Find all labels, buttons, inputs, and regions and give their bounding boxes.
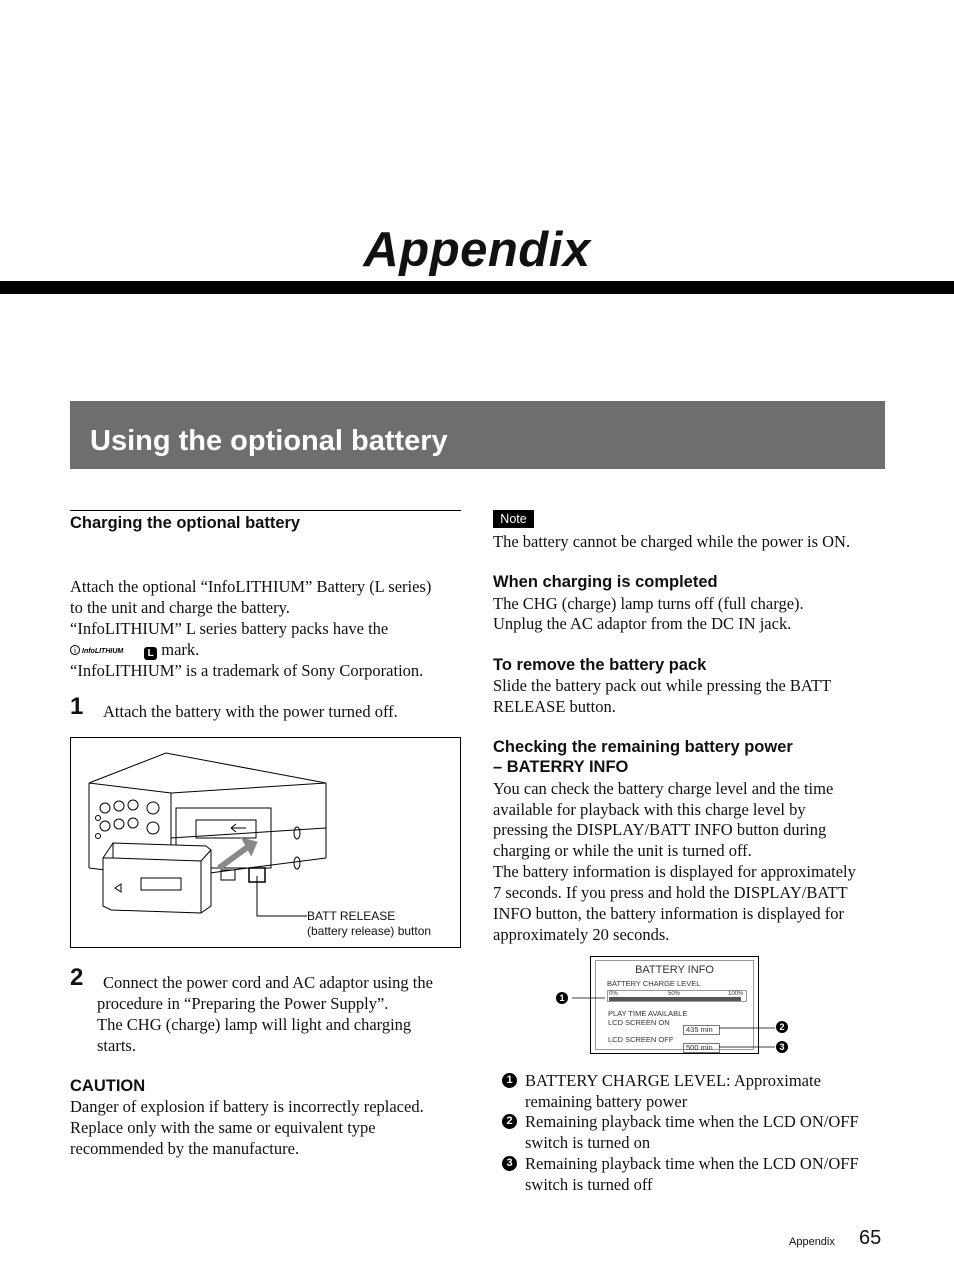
note-badge: Note <box>493 510 534 528</box>
scale-0: 0% <box>609 991 618 997</box>
check-heading: Checking the remaining battery power <box>493 738 793 756</box>
step-1-text: Attach the battery with the power turned off. <box>103 702 398 721</box>
lcd-on-value: 435 min <box>683 1025 720 1035</box>
section-banner <box>70 401 885 469</box>
unit-illustration-icon <box>71 738 460 947</box>
check-line: available for playback with this charge level by <box>493 800 806 819</box>
caution-line-1: Danger of explosion if battery is incorrectly replaced. <box>70 1097 424 1116</box>
intro-line-1: Attach the optional “InfoLITHIUM” Battery (L series) <box>70 577 432 596</box>
check-subheading: – BATERRY INFO <box>493 758 629 776</box>
infolithium-mark-line <box>70 639 199 660</box>
charge-level-label: BATTERY CHARGE LEVEL <box>607 979 701 988</box>
legend-text: BATTERY CHARGE LEVEL: Approximate <box>525 1071 821 1090</box>
section-title: Using the optional battery <box>90 425 448 457</box>
callout-lines-icon <box>555 985 785 1055</box>
caution-line-3: recommended by the manufacture. <box>70 1139 300 1158</box>
legend-number-badge: 1 <box>502 1073 517 1088</box>
intro-line-3: “InfoLITHIUM” L series battery packs have the <box>70 619 389 638</box>
when-line-2: Unplug the AC adaptor from the DC IN jack. <box>493 614 792 633</box>
lcd-off-label: LCD SCREEN OFF <box>608 1035 674 1044</box>
when-charging-heading: When charging is completed <box>493 573 718 591</box>
step-2-number: 2 <box>70 964 84 991</box>
footer-section-label: Appendix <box>789 1236 835 1248</box>
legend-number-badge: 2 <box>502 1114 517 1129</box>
infolithium-logo-icon <box>70 643 140 657</box>
heading-rule <box>70 510 461 511</box>
check-line: You can check the battery charge level and the time <box>493 779 834 798</box>
step-2-line-3: The CHG (charge) lamp will light and charging <box>97 1015 412 1034</box>
legend-text: switch is turned off <box>525 1175 653 1194</box>
svg-text:InfoLITHIUM: InfoLITHIUM <box>82 648 124 655</box>
caution-heading: CAUTION <box>70 1077 146 1095</box>
step-2-line-2: procedure in “Preparing the Power Supply”. <box>97 994 389 1013</box>
remove-line-1: Slide the battery pack out while pressing the BATT <box>493 676 832 695</box>
scale-50: 50% <box>668 991 681 997</box>
caution-line-2: Replace only with the same or equivalent type <box>70 1118 376 1137</box>
check-line: INFO button, the battery information is displayed for <box>493 904 845 923</box>
svg-text:i: i <box>73 646 77 655</box>
check-line: The battery information is displayed for approximately <box>493 862 856 881</box>
batt-release-label: BATT RELEASE <box>307 909 396 923</box>
remove-line-2: RELEASE button. <box>493 697 616 716</box>
l-series-badge: L <box>144 647 157 660</box>
charging-heading: Charging the optional battery <box>70 514 301 532</box>
step-1-number: 1 <box>70 693 84 720</box>
scale-100: 100% <box>728 991 744 997</box>
page-number: 65 <box>859 1227 882 1249</box>
lcd-off-value: 500 min <box>683 1043 720 1053</box>
note-text: The battery cannot be charged while the power is ON. <box>493 532 851 551</box>
battery-attach-figure <box>70 737 461 948</box>
legend-text: switch is turned on <box>525 1133 651 1152</box>
lcd-on-label: LCD SCREEN ON <box>608 1018 670 1027</box>
check-line: charging or while the unit is turned off. <box>493 841 752 860</box>
check-line: pressing the DISPLAY/BATT INFO button during <box>493 820 827 839</box>
check-line: approximately 20 seconds. <box>493 925 670 944</box>
legend-text: Remaining playback time when the LCD ON/OFF <box>525 1112 859 1131</box>
intro-line-4: “InfoLITHIUM” is a trademark of Sony Corporation. <box>70 661 424 680</box>
step-2-line-4: starts. <box>97 1036 136 1055</box>
intro-line-2: to the unit and charge the battery. <box>70 598 290 617</box>
check-line: 7 seconds. If you press and hold the DISPLAY/BATT <box>493 883 848 902</box>
batt-release-sublabel: (battery release) button <box>307 924 432 938</box>
callout-3-badge: 3 <box>776 1041 788 1053</box>
legend-text: Remaining playback time when the LCD ON/OFF <box>525 1154 859 1173</box>
legend-text: remaining battery power <box>525 1092 688 1111</box>
remove-heading: To remove the battery pack <box>493 656 707 674</box>
step-2-line-1: Connect the power cord and AC adaptor using the <box>103 973 433 992</box>
callout-1-badge: 1 <box>556 992 568 1004</box>
mark-suffix: mark. <box>157 640 200 659</box>
legend-number-badge: 3 <box>502 1156 517 1171</box>
when-line-1: The CHG (charge) lamp turns off (full charge). <box>493 594 804 613</box>
callout-2-badge: 2 <box>776 1021 788 1033</box>
play-time-label: PLAY TIME AVAILABLE <box>608 1009 688 1018</box>
page-title: Appendix <box>363 223 591 277</box>
battery-info-title: BATTERY INFO <box>635 964 714 976</box>
title-rule <box>0 281 954 294</box>
